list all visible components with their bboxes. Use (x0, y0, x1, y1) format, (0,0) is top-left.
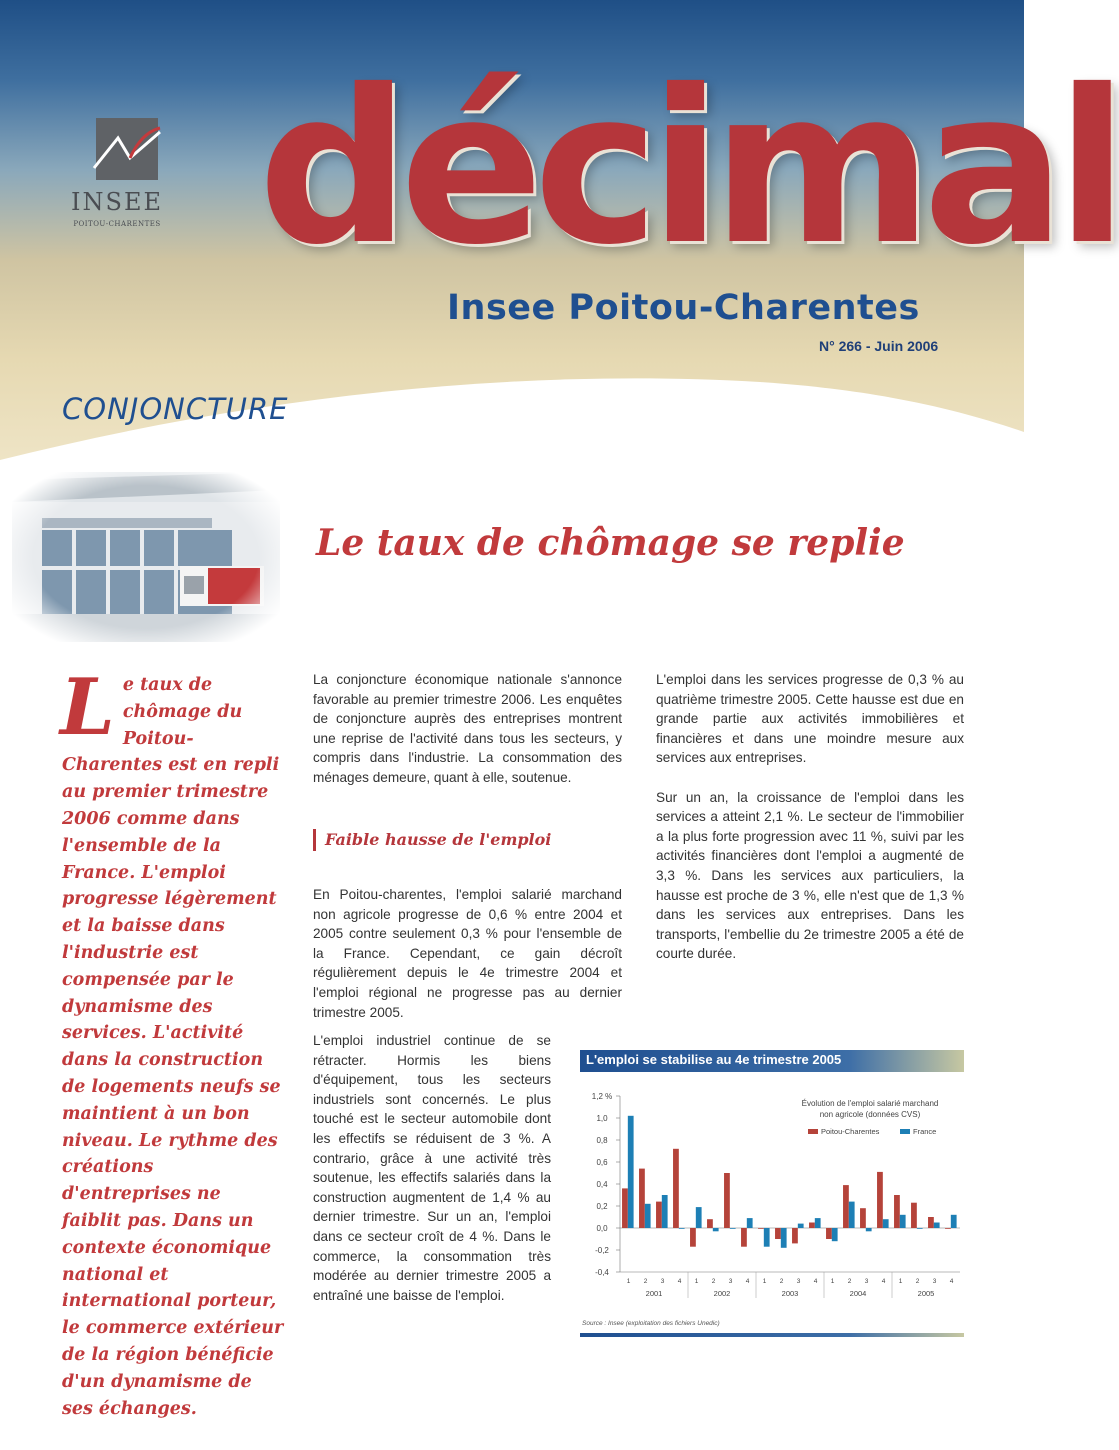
quarter-label: 1 (626, 1278, 631, 1285)
bar-poitou-charentes (707, 1219, 713, 1228)
bar-poitou-charentes (724, 1173, 730, 1228)
bar-france (781, 1228, 787, 1248)
y-tick-label: 0,2 (596, 1202, 608, 1211)
bar-poitou-charentes (945, 1228, 951, 1229)
quarter-label: 1 (898, 1278, 903, 1285)
article-title: Le taux de chômage se replie (316, 522, 905, 564)
quarter-label: 4 (745, 1278, 750, 1285)
quarter-label: 3 (660, 1278, 665, 1285)
quarter-label: 1 (694, 1278, 699, 1285)
building-photo (12, 472, 280, 642)
quarter-label: 2 (847, 1278, 852, 1285)
bar-france (951, 1215, 957, 1228)
bar-france (662, 1195, 668, 1228)
chart-panel (580, 1050, 964, 1340)
bar-poitou-charentes (928, 1217, 934, 1228)
bar-france (883, 1219, 889, 1228)
paragraph-croissance: Sur un an, la croissance de l'emploi dans les services a atteint 2,1 %. Le secteur de l'immobilier a la plus forte progression avec 11 %, suivi par les activités financières dont l'emploi a augmenté de 3,3 %. Dans les services aux particuliers, la hausse est proche de 3 %, elle n'est que de 1,3 % dans les services aux entreprises. Dans les transports, l'embellie du 2e trimestre 2005 a été de courte durée. (656, 789, 964, 962)
section-heading: Faible hausse de l'emploi (313, 829, 551, 851)
issue-number: N° 266 - Juin 2006 (819, 338, 939, 354)
quarter-label: 4 (881, 1278, 886, 1285)
emploi-bar-chart (580, 1076, 964, 1316)
paragraph-services: L'emploi dans les services progresse de 0,3 % au quatrième trimestre 2005. Cette hausse est due en grande partie aux activités immobilières et financières et dans une moindre mesure aux services aux entreprises. (656, 672, 964, 766)
bar-france (798, 1224, 804, 1228)
legend-label: France (913, 1127, 937, 1136)
bar-france (900, 1215, 906, 1228)
bar-poitou-charentes (639, 1169, 645, 1228)
rubric-label: CONJONCTURE (62, 392, 289, 426)
year-label: 2004 (849, 1289, 867, 1298)
bar-poitou-charentes (673, 1149, 679, 1228)
column-1-bottom (313, 1031, 551, 1305)
bar-poitou-charentes (826, 1228, 832, 1239)
bar-poitou-charentes (877, 1172, 883, 1228)
bar-france (934, 1223, 940, 1229)
paragraph-industrie: L'emploi industriel continue de se rétracter. Hormis les biens d'équipement, tous les secteurs industriels sont concernés. Le plus touché est le secteur automobile dont les effectifs se réduisent de 3 %. A contrario, grâce à une activité très soutenue, les effectifs salariés dans la construction augmentent de 1,4 % au dernier trimestre. Sur un an, l'emploi dans ce secteur croît de 4 %. Dans le commerce, la consommation très modérée au dernier trimestre 2005 a entraîné une baisse de l'emploi. (313, 1033, 551, 1303)
y-tick-label: 0,4 (596, 1180, 608, 1189)
quarter-label: 1 (830, 1278, 835, 1285)
bar-france (849, 1202, 855, 1228)
bar-poitou-charentes (622, 1188, 628, 1228)
bar-poitou-charentes (911, 1203, 917, 1228)
bar-france (713, 1228, 719, 1231)
bar-poitou-charentes (894, 1195, 900, 1228)
quarter-label: 1 (762, 1278, 767, 1285)
column-2 (656, 670, 964, 964)
y-tick-label: -0,2 (595, 1246, 609, 1255)
chart-subtitle-line2: non agricole (données CVS) (819, 1110, 921, 1119)
quarter-label: 4 (813, 1278, 818, 1285)
bar-poitou-charentes (656, 1202, 662, 1228)
bar-france (815, 1218, 821, 1228)
chart-bottom-bar (580, 1333, 964, 1337)
year-label: 2005 (917, 1289, 935, 1298)
masthead-subtitle: Insee Poitou-Charentes (447, 288, 920, 328)
masthead-banner (0, 0, 1119, 470)
year-label: 2003 (781, 1289, 799, 1298)
column-1-middle (313, 885, 622, 1022)
y-tick-label: 0,0 (596, 1224, 608, 1233)
bar-france (645, 1204, 651, 1228)
chart-source: Source : Insee (exploitation des fichiers Unedic) (582, 1320, 720, 1327)
quarter-label: 2 (779, 1278, 784, 1285)
quarter-label: 3 (864, 1278, 869, 1285)
bar-france (764, 1228, 770, 1247)
bar-poitou-charentes (775, 1228, 781, 1239)
y-tick-label: 0,8 (596, 1136, 608, 1145)
quarter-label: 3 (728, 1278, 733, 1285)
bar-poitou-charentes (690, 1228, 696, 1247)
bar-poitou-charentes (758, 1228, 764, 1229)
bar-france (832, 1228, 838, 1241)
lead-text: e taux de chômage du Poitou-Charentes est en repli au premier trimestre 2006 comme dans l'ensemble de la France. L'emploi progresse légèrement et la baisse dans l'industrie est compensée par le dynamisme des services. L'activité dans la construction de logements neufs se maintient à un bon niveau. Le rythme des créations d'entreprises ne faiblit pas. Dans un contexte économique national et international porteur, le commerce extérieur de la région bénéficie d'un dynamisme de ses échanges. (62, 675, 284, 1419)
bar-france (866, 1228, 872, 1231)
year-label: 2001 (645, 1289, 663, 1298)
lead-paragraph (60, 662, 284, 1422)
bar-poitou-charentes (843, 1185, 849, 1228)
bar-france (917, 1228, 923, 1229)
y-tick-label: 1,2 % (591, 1092, 613, 1101)
legend-swatch (900, 1129, 910, 1134)
bar-france (747, 1218, 753, 1228)
logo-text: INSEE (71, 188, 163, 216)
paragraph-emploi: En Poitou-charentes, l'emploi salarié marchand non agricole progresse de 0,6 % entre 2004 et 2005 contre seulement 0,3 % pour l'ensemble de la France. Cependant, ce gain décroît régulièrement depuis le 4e trimestre 2004 et l'emploi régional ne progresse pas au dernier trimestre 2005. (313, 887, 622, 1020)
insee-logo-mark (96, 118, 158, 180)
legend-swatch (808, 1129, 818, 1134)
quarter-label: 3 (932, 1278, 937, 1285)
bar-france (696, 1207, 702, 1228)
chart-subtitle-line1: Évolution de l'emploi salarié marchand (801, 1099, 939, 1108)
bar-france (679, 1228, 685, 1229)
legend-label: Poitou-Charentes (821, 1127, 880, 1136)
bar-poitou-charentes (809, 1223, 815, 1229)
quarter-label: 3 (796, 1278, 801, 1285)
bar-poitou-charentes (792, 1228, 798, 1243)
quarter-label: 2 (711, 1278, 716, 1285)
logo-subtext: POITOU-CHARENTES (73, 220, 161, 228)
chart-title-bar (580, 1050, 964, 1072)
quarter-label: 4 (949, 1278, 954, 1285)
y-tick-label: -0,4 (595, 1268, 609, 1277)
paragraph-intro: La conjoncture économique nationale s'annonce favorable au premier trimestre 2006. Les enquêtes de conjoncture auprès des entreprises montrent une reprise de l'activité dans tous les secteurs, y compris dans l'industrie. La consommation des ménages demeure, quant à elle, soutenue. (313, 672, 622, 785)
y-tick-label: 0,6 (596, 1158, 608, 1167)
drop-cap: L (60, 662, 115, 753)
y-tick-label: 1,0 (596, 1114, 608, 1123)
masthead-title: décimal (258, 44, 1119, 291)
bar-france (628, 1116, 634, 1228)
quarter-label: 4 (677, 1278, 682, 1285)
quarter-label: 2 (643, 1278, 648, 1285)
insee-logo (62, 112, 172, 237)
quarter-label: 2 (915, 1278, 920, 1285)
column-1-top (313, 670, 622, 788)
bar-poitou-charentes (741, 1228, 747, 1247)
year-label: 2002 (713, 1289, 731, 1298)
bar-france (730, 1228, 736, 1229)
chart-title: L'emploi se stabilise au 4e trimestre 2005 (586, 1052, 842, 1067)
bar-poitou-charentes (860, 1208, 866, 1228)
